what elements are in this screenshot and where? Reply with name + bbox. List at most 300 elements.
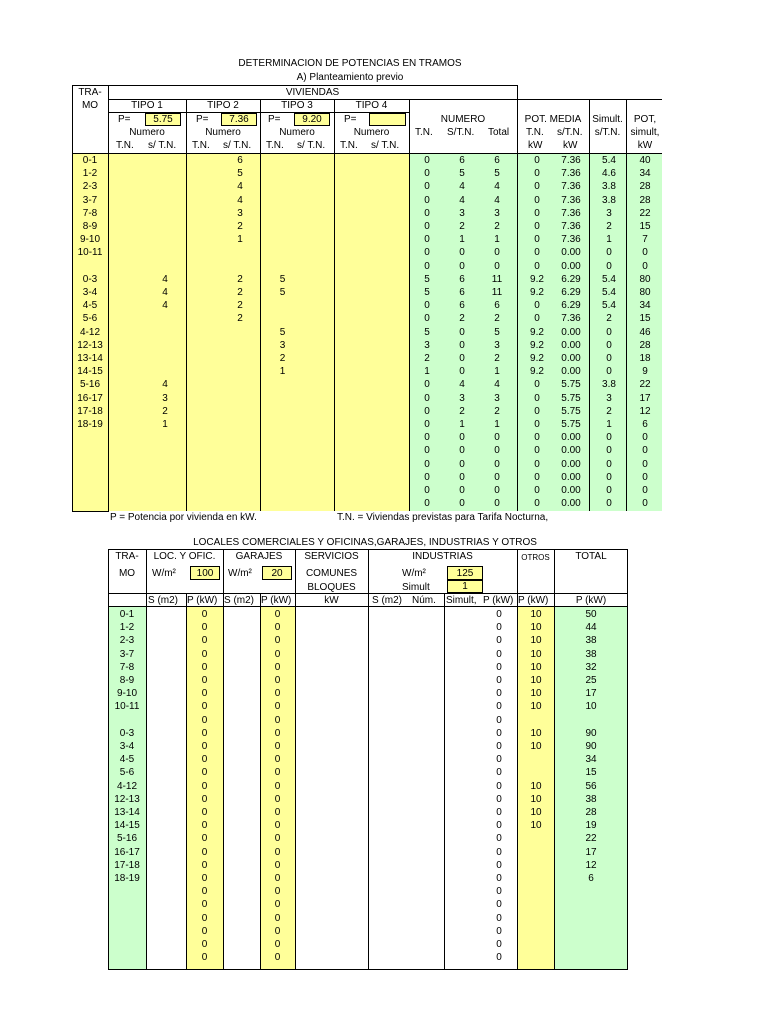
kw-label: kW [637,140,653,151]
t1-cell-pmtn: 0 [534,445,540,457]
stn-label: s/ T.N. [297,140,326,151]
t2-cell-tramo: 3-4 [119,741,135,752]
t2-cell-loc: 0 [201,873,208,884]
t2-cell-tramo: 17-18 [114,859,140,871]
t2-cell-loc: 0 [201,741,208,752]
t1-cell-t3: 5 [279,273,286,285]
t2-cell-tramo: 4-5 [119,754,135,766]
t2-cell-gar: 0 [274,846,281,858]
t1-cell-tot: 3 [494,392,500,404]
t1-cell-tot: 2 [494,405,500,417]
t1-cell-pot: 22 [639,379,651,391]
t2-cell-gar: 0 [274,939,281,950]
t2-cell-loc: 0 [201,648,208,660]
t1-cell-pmtn: 0 [534,419,540,430]
t2-cell-gar: 0 [274,820,281,832]
t1-cell-pmtn: 0 [534,221,540,232]
otros-header: OTROS [521,553,550,562]
t1-cell-pmtn: 0 [534,260,540,272]
t1-cell-sim: 5.4 [602,287,616,298]
t1-cell-tramo: 1-2 [82,168,98,180]
table1-subtitle: A) Planteamiento previo [296,72,404,83]
t2-cell-total: 19 [585,820,597,832]
t1-cell-tot: 4 [494,181,500,193]
t1-cell-tot: 0 [494,247,500,259]
wm2-label: W/m² [402,568,426,579]
t1-cell-t2: 4 [237,181,243,193]
t2-cell-total: 90 [585,741,597,752]
t1-cell-pmtn: 9.2 [530,353,544,364]
t1-cell-tn: 2 [424,353,430,364]
t1-cell-pmtn: 0 [534,234,540,246]
t1-cell-tn: 0 [424,485,430,496]
ind-wm2-value[interactable]: 125 [447,566,483,580]
t2-cell-otros: 10 [530,807,542,818]
grid-line [223,549,224,970]
t1-cell-tn: 0 [424,221,430,232]
t1-cell-tot: 2 [494,313,500,325]
t1-cell-t1: 1 [162,419,168,430]
t2-cell-total: 22 [585,833,597,845]
t2-cell-tramo: 14-15 [114,820,140,832]
t1-cell-pot: 15 [639,221,651,232]
t1-cell-sim: 3.8 [602,379,616,391]
industrias-header: INDUSTRIAS [412,551,473,562]
t1-cell-pmstn: 7.36 [561,234,581,246]
t1-cell-sim: 2 [606,221,612,232]
t1-cell-sim: 0 [606,366,612,378]
t1-cell-tramo: 5-16 [79,379,100,391]
t2-cell-ind: 0 [496,754,502,766]
t1-cell-stn: 0 [459,498,465,510]
t1-cell-pmtn: 0 [534,247,540,259]
t1-cell-t2: 2 [237,273,243,285]
t2-cell-gar: 0 [274,767,281,779]
t1-cell-pmstn: 0.00 [561,445,581,457]
t1-cell-sim: 0 [606,247,612,259]
t2-cell-ind: 0 [496,648,502,660]
t1-cell-sim: 0 [606,458,612,470]
t1-cell-tn: 0 [424,498,430,510]
t1-cell-stn: 1 [459,419,465,430]
t1-cell-pot: 80 [639,287,651,298]
loc-header: LOC. Y OFIC. [153,551,216,562]
simult-label: Simult [402,582,430,593]
t1-cell-pmtn: 9.2 [530,339,544,351]
t1-cell-pot: 0 [642,471,648,483]
t2-cell-otros: 10 [530,780,542,792]
t1-cell-tramo: 8-9 [82,221,98,232]
t1-cell-t3: 5 [279,287,286,298]
p1-value[interactable]: 5.75 [145,113,181,126]
t1-cell-tn: 1 [424,366,430,378]
t2-cell-otros: 10 [530,727,542,739]
p-kw-label: P (kW) [483,595,514,606]
grid-line [295,549,296,970]
t2-cell-ind: 0 [496,661,502,673]
t1-cell-tot: 2 [494,221,500,232]
t2-cell-loc: 0 [201,793,208,805]
t1-cell-t3: 2 [279,353,286,364]
t1-cell-pmstn: 0.00 [561,471,581,483]
grid-line [444,593,445,970]
t1-cell-pmtn: 0 [534,155,540,166]
tipo4-header: TIPO 4 [355,100,388,111]
grid-line [186,99,187,511]
t2-cell-gar: 0 [274,609,281,620]
t1-cell-stn: 6 [459,287,465,298]
t1-cell-tn: 0 [424,194,430,206]
t2-cell-loc: 0 [201,675,208,686]
t2-cell-otros: 10 [530,675,542,686]
t1-cell-pmstn: 5.75 [561,405,581,417]
t2-cell-gar: 0 [274,622,281,634]
t1-cell-t1: 4 [162,287,168,298]
t2-cell-loc: 0 [201,767,208,779]
t1-cell-stn: 2 [459,221,465,232]
t2-cell-tramo: 10-11 [114,701,140,713]
p-kw-label: P (kW) [518,595,549,606]
table1-title: DETERMINACION DE POTENCIAS EN TRAMOS [238,58,462,69]
t2-cell-tramo: 9-10 [116,688,137,700]
t2-cell-loc: 0 [201,925,208,937]
t1-cell-pmtn: 0 [534,498,540,510]
t1-cell-pmtn: 9.2 [530,287,544,298]
s-m2-label: S (m2) [372,595,402,606]
t1-cell-pmstn: 0.00 [561,339,581,351]
t2-cell-total: 38 [585,648,597,660]
t1-cell-pmstn: 5.75 [561,379,581,391]
tramo-header: TRA- [78,87,102,98]
t2-cell-total: 38 [585,635,597,647]
t1-cell-tramo: 14-15 [77,366,103,378]
t2-cell-loc: 0 [201,727,208,739]
t1-cell-tramo: 16-17 [77,392,103,404]
t2-cell-gar: 0 [274,886,281,898]
t2-cell-otros: 10 [530,741,542,752]
t1-cell-pmstn: 0.00 [561,458,581,470]
t1-cell-pmtn: 9.2 [530,273,544,285]
t1-cell-pmstn: 7.36 [561,155,581,166]
t1-cell-tot: 6 [494,155,500,166]
t2-cell-gar: 0 [274,912,281,924]
t1-cell-sim: 3.8 [602,181,616,193]
t1-cell-sim: 0 [606,498,612,510]
t1-cell-pot: 28 [639,339,651,351]
t1-cell-sim: 2 [606,313,612,325]
stn-label: s/ T.N. [223,140,252,151]
t1-cell-sim: 0 [606,260,612,272]
t1-cell-tramo: 10-11 [77,247,103,259]
t2-cell-otros: 10 [530,648,542,660]
tipo2-header: TIPO 2 [207,100,239,111]
t2-cell-total: 12 [585,859,597,871]
t2-cell-ind: 0 [496,873,502,884]
t2-cell-ind: 0 [496,675,502,686]
t1-cell-tot: 6 [494,300,500,312]
t2-cell-otros: 10 [530,701,542,713]
t2-cell-tramo: 5-6 [119,767,135,779]
t2-cell-total: 34 [585,754,597,766]
grid-line [409,99,410,511]
viviendas-header: VIVIENDAS [285,87,340,98]
t2-cell-gar: 0 [274,833,281,845]
kw-label: kW [563,140,578,151]
tipo1-header: TIPO 1 [131,100,163,111]
t1-cell-t1: 3 [162,392,168,404]
t2-cell-gar: 0 [274,873,281,884]
t1-cell-sim: 0 [606,485,612,496]
t2-cell-total: 25 [585,675,597,686]
t2-cell-gar: 0 [274,648,281,660]
grid-line [626,99,627,511]
t1-cell-tot: 5 [494,168,500,180]
t1-cell-pot: 28 [639,181,651,193]
bloques-label: BLOQUES [307,582,356,593]
t1-cell-pmtn: 0 [534,432,540,444]
grid-line [368,549,369,970]
note-potencia: P = Potencia por vivienda en kW. [110,512,257,523]
t1-cell-tn: 0 [424,471,430,483]
t2-cell-tramo: 2-3 [119,635,135,647]
t1-cell-pmtn: 0 [534,313,540,325]
t1-cell-sim: 0 [606,432,612,444]
t2-cell-gar: 0 [274,754,281,766]
t1-cell-tot: 1 [494,234,500,246]
t2-cell-ind: 0 [496,714,502,726]
pot-header: POT, [633,114,657,125]
t1-cell-tn: 0 [424,168,430,180]
p3-value[interactable]: 9.20 [294,113,330,126]
grid-line [589,99,590,511]
t1-cell-pot: 18 [639,353,651,364]
t2-cell-gar: 0 [274,675,281,686]
t2-cell-otros: 10 [530,688,542,700]
t1-cell-pmstn: 6.29 [561,300,581,312]
t1-cell-tot: 5 [494,326,500,338]
t2-cell-tramo: 1-2 [119,622,135,634]
t2-cell-total: 32 [585,661,597,673]
tn-label: T.N. [266,140,284,151]
t1-cell-tot: 11 [491,287,503,298]
t2-cell-tramo: 0-3 [119,727,135,739]
t1-cell-tn: 0 [424,392,430,404]
t2-cell-ind: 0 [496,622,502,634]
t2-cell-total: 56 [585,780,597,792]
t2-cell-ind: 0 [496,807,502,818]
t1-cell-tn: 0 [424,181,430,193]
t1-cell-stn: 2 [459,313,465,325]
t1-cell-sim: 5.4 [602,273,616,285]
t1-cell-pmtn: 0 [534,379,540,391]
gar-wm2-value[interactable]: 20 [262,566,292,580]
t1-cell-tramo: 3-4 [82,287,98,298]
t1-cell-tn: 0 [424,247,430,259]
grid-line [146,549,147,970]
t1-cell-tot: 3 [494,207,500,219]
t1-cell-sim: 4.6 [602,168,616,180]
note-tarifa: T.N. = Viviendas previstas para Tarifa Nocturna, [337,512,549,523]
t1-cell-pot: 0 [642,458,648,470]
t1-cell-stn: 5 [459,168,465,180]
t1-cell-pot: 0 [642,432,648,444]
t2-cell-loc: 0 [201,780,208,792]
t2-cell-ind: 0 [496,780,502,792]
t1-cell-sim: 5.4 [602,155,616,166]
t2-cell-loc: 0 [201,859,208,871]
t1-cell-stn: 0 [459,339,465,351]
t1-cell-sim: 3 [606,207,612,219]
p4-value[interactable] [369,113,406,126]
tipo3-header: TIPO 3 [281,100,313,111]
t2-cell-ind: 0 [496,833,502,845]
t2-cell-total: 50 [585,609,597,620]
t1-cell-pot: 28 [639,194,651,206]
t2-cell-total: 17 [585,688,597,700]
t1-cell-tot: 1 [494,366,500,378]
t2-cell-otros: 10 [530,793,542,805]
tramo-header: TRA- [115,551,139,562]
t1-cell-pot: 34 [639,168,651,180]
wm2-label: W/m² [152,568,176,579]
t1-cell-tn: 0 [424,155,430,166]
simult-stn-label: s/T.N. [594,127,621,138]
t1-cell-pot: 22 [639,207,651,219]
t2-cell-gar: 0 [274,727,281,739]
t1-cell-tn: 5 [424,326,430,338]
t1-cell-stn: 4 [459,379,465,391]
t2-cell-total: 10 [585,701,597,713]
t2-cell-ind: 0 [496,635,502,647]
t1-cell-pmstn: 0.00 [561,432,581,444]
t1-cell-pot: 46 [639,326,651,338]
t2-cell-loc: 0 [201,899,208,911]
t1-cell-sim: 0 [606,471,612,483]
t1-cell-t2: 2 [237,313,243,325]
t1-cell-pot: 6 [642,419,648,430]
t1-cell-stn: 3 [459,392,465,404]
t1-cell-t2: 3 [237,207,243,219]
t1-cell-tn: 0 [424,260,430,272]
t1-cell-pmstn: 6.29 [561,287,581,298]
t1-cell-pmstn: 0.00 [561,247,581,259]
t2-cell-loc: 0 [201,952,208,964]
t1-cell-tramo: 7-8 [82,207,98,219]
t2-cell-ind: 0 [496,859,502,871]
t1-cell-pot: 0 [642,247,648,259]
t2-cell-loc: 0 [201,820,208,832]
t2-cell-tramo: 0-1 [119,609,135,620]
t1-cell-t1: 4 [162,379,168,391]
t2-cell-loc: 0 [201,754,208,766]
t1-cell-t1: 4 [162,273,168,285]
t1-cell-pot: 0 [642,445,648,457]
t1-cell-tn: 5 [424,273,430,285]
t1-cell-tn: 0 [424,300,430,312]
t1-cell-stn: 6 [459,155,465,166]
t1-cell-tot: 0 [494,471,500,483]
t1-cell-tot: 0 [494,485,500,496]
p-total-label: P (kW) [575,595,607,606]
ind-simult-value[interactable]: 1 [447,580,483,593]
t1-cell-stn: 4 [459,181,465,193]
t2-cell-loc: 0 [201,807,208,818]
t1-cell-pmtn: 9.2 [530,366,544,378]
t1-cell-tramo: 2-3 [82,181,98,193]
t1-cell-pmstn: 0.00 [561,366,581,378]
t1-cell-t1: 4 [162,300,168,312]
t1-cell-pmtn: 0 [534,392,540,404]
t2-cell-loc: 0 [201,609,208,620]
t1-cell-tramo: 9-10 [79,234,100,246]
stn-label: S/T.N. [447,127,475,138]
t1-cell-tot: 11 [491,273,503,285]
t1-cell-tot: 0 [494,432,500,444]
t1-cell-t3: 3 [279,339,286,351]
t2-cell-ind: 0 [496,939,502,950]
wm2-label: W/m² [228,568,252,579]
t2-cell-gar: 0 [274,899,281,911]
t1-cell-pot: 7 [642,234,648,246]
grid-line [517,85,518,511]
t1-cell-pot: 0 [642,485,648,496]
t2-cell-ind: 0 [496,609,502,620]
t1-cell-t1: 2 [162,405,168,417]
t2-cell-tramo: 8-9 [119,675,135,686]
t1-cell-stn: 0 [459,471,465,483]
total-header: TOTAL [575,551,607,562]
t1-cell-pmstn: 0.00 [561,498,581,510]
t1-cell-sim: 5.4 [602,300,616,312]
kw-label: kW [324,595,339,606]
t2-cell-ind: 0 [496,899,502,911]
t2-cell-tramo: 16-17 [114,846,140,858]
t1-cell-pot: 34 [639,300,651,312]
table2-title: LOCALES COMERCIALES Y OFICINAS,GARAJES, INDUSTRIAS Y OTROS [193,537,537,548]
t2-cell-ind: 0 [496,846,502,858]
tramo-header: MO [81,100,99,111]
t1-cell-tn: 0 [424,458,430,470]
t2-cell-gar: 0 [274,741,281,752]
t1-cell-pmstn: 0.00 [561,353,581,364]
stn-label: s/ T.N. [371,140,400,151]
loc-wm2-value[interactable]: 100 [190,566,220,580]
t1-cell-sim: 1 [606,234,612,246]
t1-cell-pmtn: 0 [534,471,540,483]
t1-cell-pmtn: 0 [534,168,540,180]
t1-cell-stn: 3 [459,207,465,219]
t2-cell-loc: 0 [201,701,208,713]
t2-cell-gar: 0 [274,714,281,726]
t1-cell-stn: 0 [459,366,465,378]
p2-value[interactable]: 7.36 [221,113,257,126]
t1-cell-stn: 6 [459,300,465,312]
t1-cell-tn: 5 [424,287,430,298]
t2-cell-gar: 0 [274,635,281,647]
t1-cell-pmstn: 7.36 [561,313,581,325]
garajes-header: GARAJES [235,551,283,562]
t1-cell-pmstn: 7.36 [561,168,581,180]
p-label: P= [268,114,281,125]
t2-cell-ind: 0 [496,820,502,832]
t2-cell-ind: 0 [496,741,502,752]
t1-cell-pmstn: 7.36 [561,221,581,232]
comunes-label: COMUNES [305,568,358,579]
stn-label: s/ T.N. [148,140,177,151]
t2-cell-loc: 0 [201,661,208,673]
grid-line [108,85,109,511]
t1-cell-pmtn: 0 [534,181,540,193]
